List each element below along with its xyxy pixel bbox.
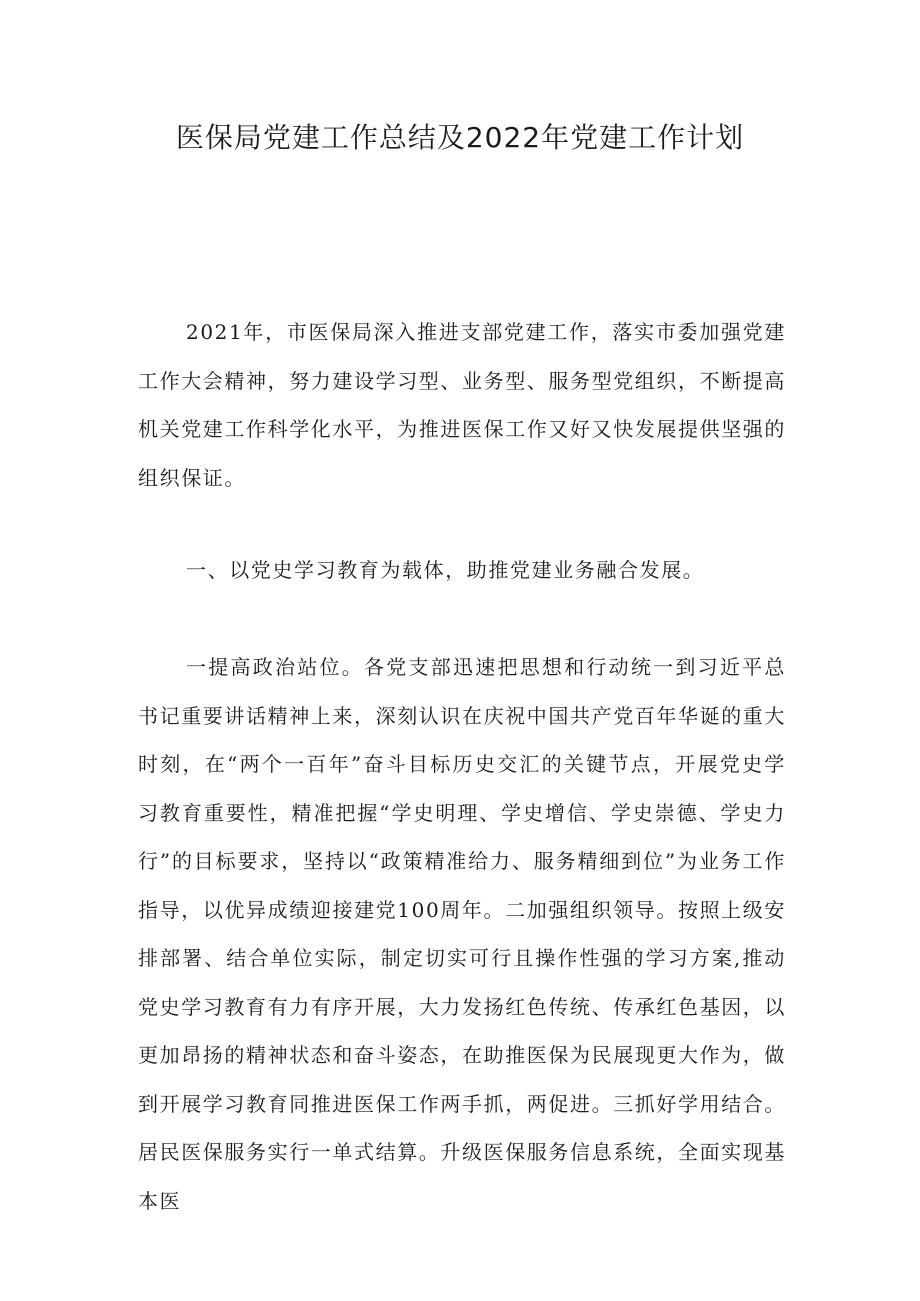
section-heading-1: 一、以党史学习教育为载体，助推党建业务融合发展。 — [186, 558, 705, 582]
body-paragraph: 一提高政治站位。各党支部迅速把思想和行动统一到习近平总书记重要讲话精神上来，深刻认识在庆祝中国共产党百年华诞的重大时刻，在“两个一百年”奋斗目标历史交汇的关键节点，开展党史学习教育重要性，精准把握“学史明理、学史增信、学史崇德、学史力行”的目标要求，坚持以“政策精准给力、服务精细到位”为业务工作指导，以优异成绩迎接建党100周年。二加强组织领导。按照上级安排部署、结合单位实际，制定切实可行且操作性强的学习方案,推动党史学习教育有力有序开展，大力发扬红色传统、传承红色基因，以更加昂扬的精神状态和奋斗姿态，在助推医保为民展现更大作为，做到开展学习教育同推进医保工作两手抓，两促进。三抓好学用结合。居民医保服务实行一单式结算。升级医保服务信息系统，全面实现基本医 — [138, 655, 786, 1213]
document-title: 医保局党建工作总结及2022年党建工作计划 — [175, 121, 745, 154]
intro-paragraph: 2021年，市医保局深入推进支部党建工作，落实市委加强党建工作大会精神，努力建设学习型、业务型、服务型党组织，不断提高机关党建工作科学化水平，为推进医保工作又好又快发展提供坚强的组织保证。 — [138, 320, 786, 490]
